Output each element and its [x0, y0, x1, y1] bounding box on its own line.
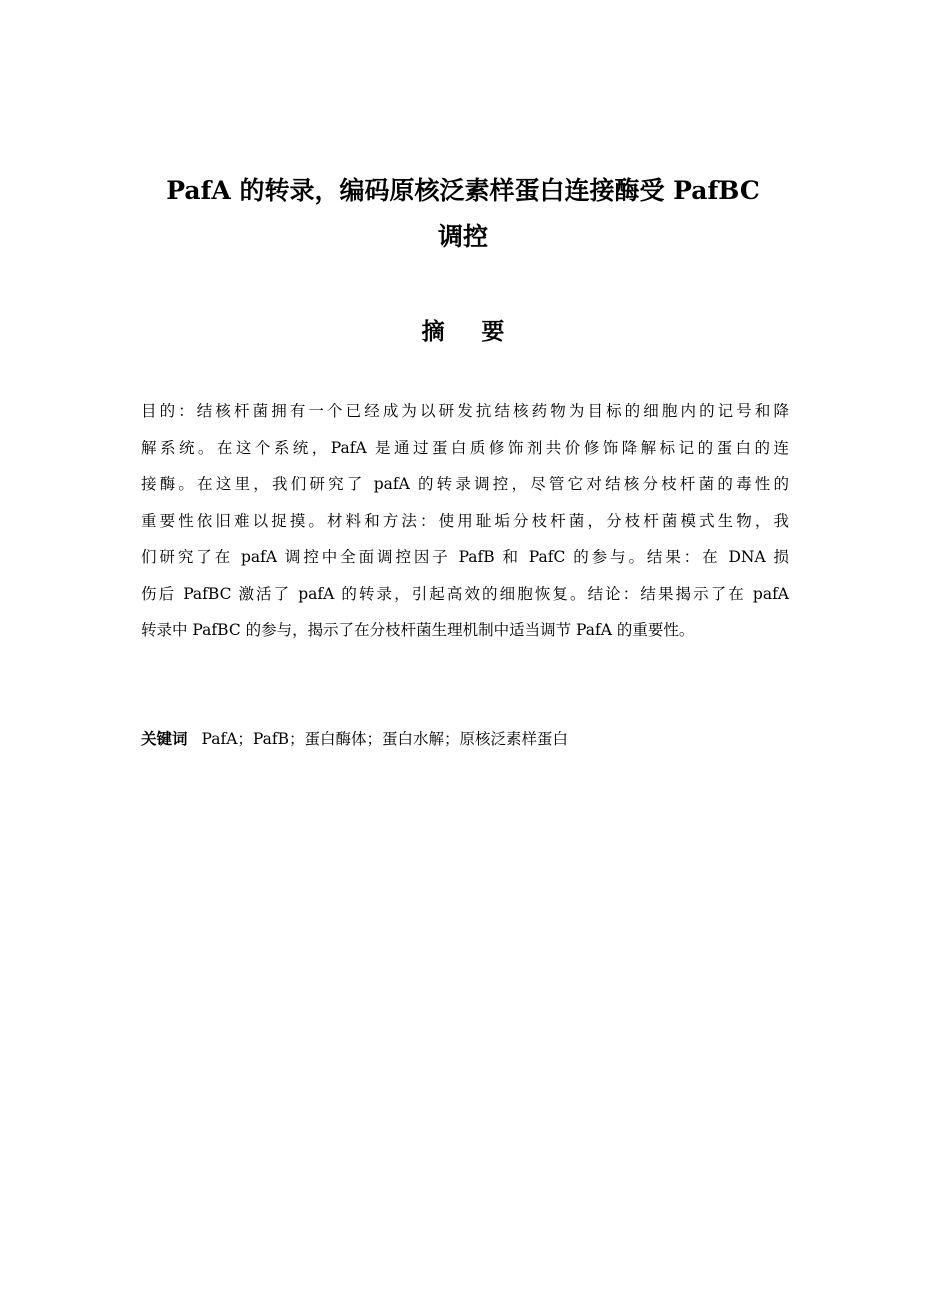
abstract-line: 们研究了在 pafA 调控中全面调控因子 PafB 和 PafC 的参与。结果：在 DNA 损 [141, 548, 789, 566]
keywords-label: 关键词 [141, 730, 188, 748]
abstract-line: 重要性依旧难以捉摸。材料和方法：使用耻垢分枝杆菌，分枝杆菌模式生物，我 [141, 511, 789, 530]
abstract-line: 目的：结核杆菌拥有一个已经成为以研发抗结核药物为目标的细胞内的记号和降 [141, 402, 789, 420]
abstract-body [141, 393, 789, 649]
paper-title-line-1: PafA 的转录，编码原核泛素样蛋白连接酶受 PafBC [166, 176, 760, 205]
paper-title-line-2: 调控 [437, 222, 488, 251]
abstract-line: 解系统。在这个系统，PafA 是通过蛋白质修饰剂共价修饰降解标记的蛋白的连 [141, 438, 789, 457]
abstract-line: 转录中 PafBC 的参与，揭示了在分枝杆菌生理机制中适当调节 PafA 的重要性。 [141, 621, 695, 639]
keywords-text: PafA；PafB；蛋白酶体；蛋白水解；原核泛素样蛋白 [201, 730, 569, 748]
keywords [141, 724, 568, 754]
abstract-line: 接酶。在这里，我们研究了 pafA 的转录调控，尽管它对结核分枝杆菌的毒性的 [141, 475, 789, 493]
abstract-line: 伤后 PafBC 激活了 pafA 的转录，引起高效的细胞恢复。结论：结果揭示了在 pafA [141, 584, 789, 603]
paper-title [110, 168, 816, 260]
abstract-heading: 摘要 [421, 318, 542, 345]
